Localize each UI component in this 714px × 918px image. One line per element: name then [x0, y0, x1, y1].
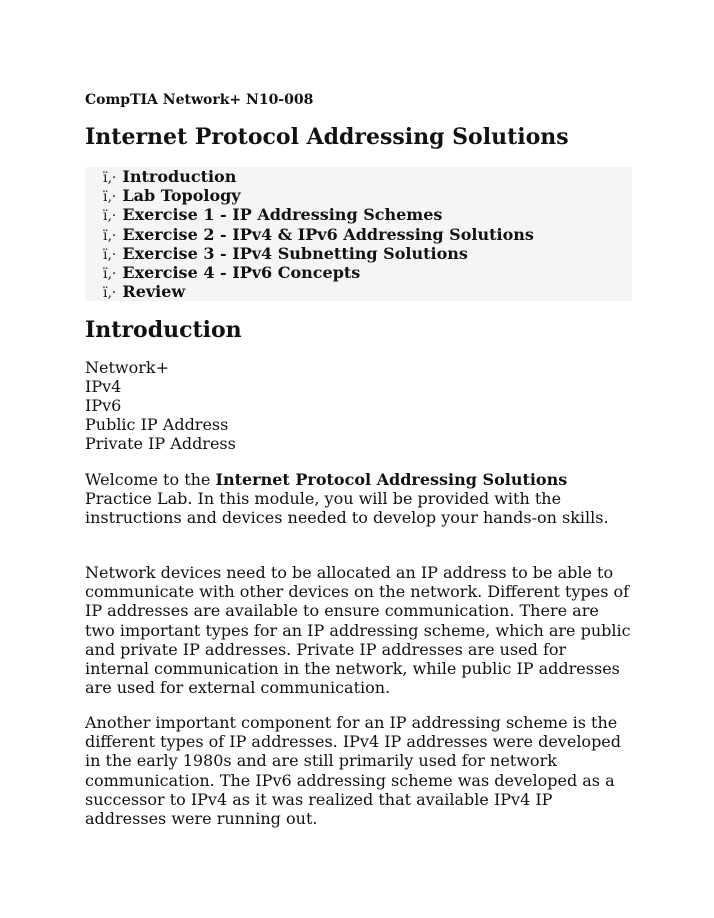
keyword: Network+: [85, 358, 169, 377]
toc-link-label[interactable]: Exercise 3 - IPv4 Subnetting Solutions: [122, 243, 468, 263]
toc-link-label[interactable]: Exercise 1 - IP Addressing Schemes: [122, 205, 443, 225]
toc-item-exercise-4[interactable]: [85, 263, 632, 282]
toc-link-label[interactable]: Exercise 2 - IPv4 & IPv6 Addressing Solutions: [122, 224, 534, 244]
bullet-icon: ï‚·: [103, 227, 117, 244]
keyword: IPv6: [85, 396, 122, 415]
toc-item-lab-topology[interactable]: [85, 186, 632, 205]
section-heading-introduction: Introduction: [85, 317, 242, 343]
keyword: Public IP Address: [85, 415, 229, 434]
bullet-icon: ï‚·: [103, 285, 117, 302]
bullet-icon: ï‚·: [103, 246, 117, 263]
keyword: IPv4: [85, 377, 122, 396]
intro-paragraph-welcome: [85, 470, 633, 528]
toc-link-label[interactable]: Introduction: [122, 167, 237, 186]
toc-item-exercise-2[interactable]: [85, 225, 632, 244]
course-label: CompTIA Network+ N10-008: [85, 92, 314, 108]
bullet-icon: ï‚·: [103, 265, 117, 282]
keyword-list: [85, 358, 236, 453]
page-title: Internet Protocol Addressing Solutions: [85, 124, 569, 150]
toc-link-label[interactable]: Review: [122, 282, 186, 302]
bullet-icon: ï‚·: [103, 170, 117, 186]
keyword: Private IP Address: [85, 434, 236, 453]
bullet-icon: ï‚·: [103, 208, 117, 225]
welcome-prefix: Welcome to the: [85, 470, 216, 489]
welcome-suffix: Practice Lab. In this module, you will be provided with the instructions and devices needed to develop your hands-on skills.: [85, 489, 609, 528]
toc-link-label[interactable]: Exercise 4 - IPv6 Concepts: [122, 262, 361, 282]
toc-link-label[interactable]: Lab Topology: [122, 186, 241, 206]
toc-item-exercise-3[interactable]: [85, 244, 632, 263]
toc-item-exercise-1[interactable]: [85, 205, 632, 224]
table-of-contents: [85, 167, 632, 301]
intro-paragraph-ip-types: Network devices need to be allocated an IP address to be able to communicate with other devices on the network. Different types of IP addresses are available to ensure communication. There are two important types for an IP addressing scheme, which are public and private IP addresses. Private IP addresses are used for internal communication in the network, while public IP addresses are used for external communication.: [85, 563, 631, 698]
toc-item-review[interactable]: [85, 282, 632, 301]
module-name: Internet Protocol Addressing Solutions: [215, 470, 568, 489]
bullet-icon: ï‚·: [103, 189, 117, 206]
toc-item-introduction[interactable]: [85, 167, 632, 186]
intro-paragraph-ipv4-ipv6: Another important component for an IP addressing scheme is the different types of IP addresses. IPv4 IP addresses were developed in the early 1980s and are still primarily used for network communication. The IPv6 addressing scheme was developed as a successor to IPv4 as it was realized that available IPv4 IP addresses were running out.: [85, 713, 622, 829]
